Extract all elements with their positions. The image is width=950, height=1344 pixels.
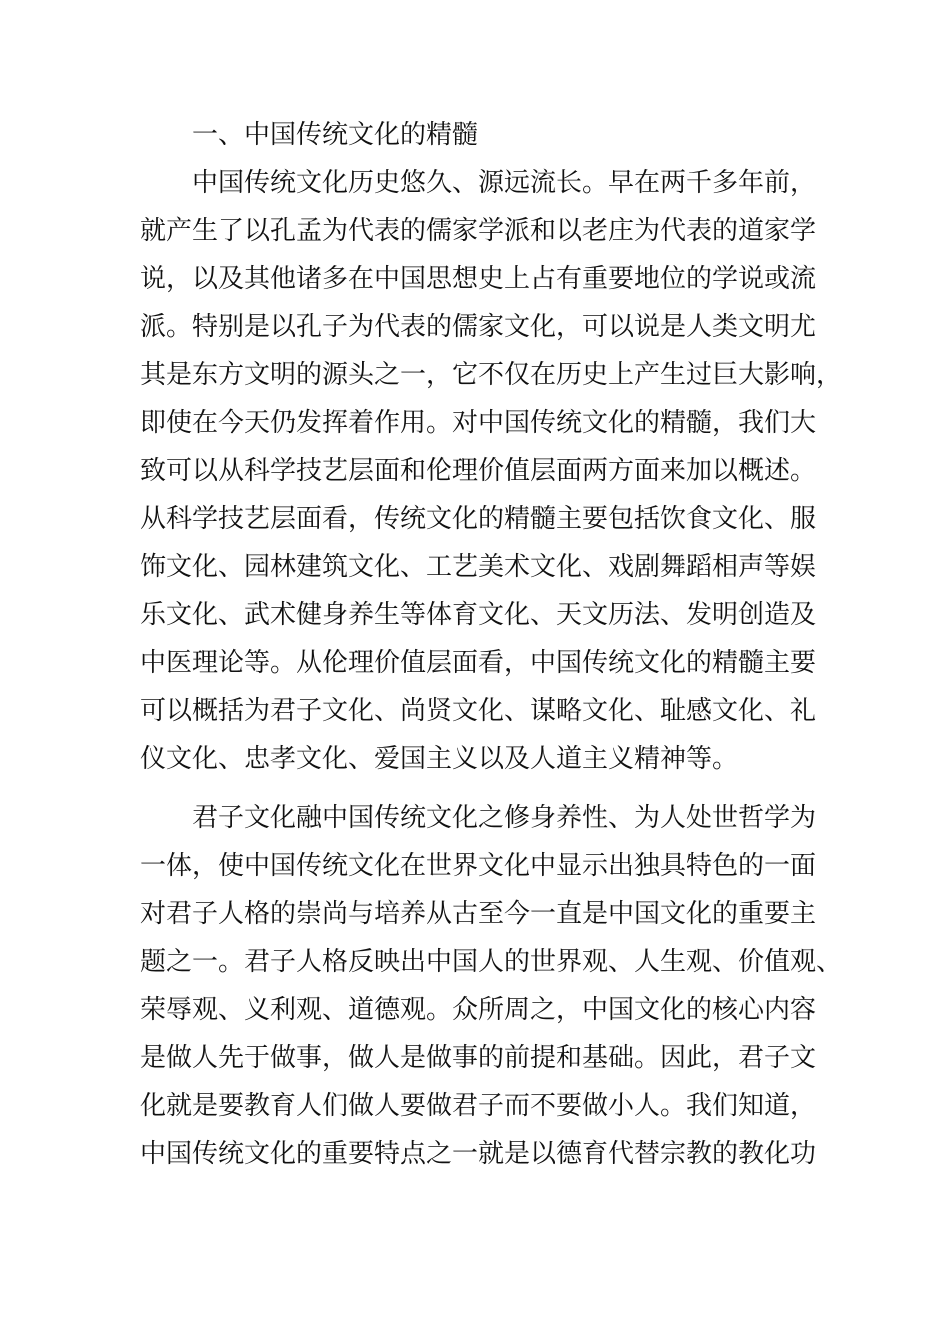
paragraph-line: 说，以及其他诸多在中国思想史上占有重要地位的学说或流 [140,264,817,294]
paragraph-line: 致可以从科学技艺层面和伦理价值层面两方面来加以概述。 [140,456,817,486]
paragraph-line: 化就是要教育人们做人要做君子而不要做小人。我们知道， [140,1091,817,1121]
paragraph-line: 派。特别是以孔子为代表的儒家文化，可以说是人类文明尤 [140,312,817,342]
paragraph-line: 其是东方文明的源头之一，它不仅在历史上产生过巨大影响， [140,360,843,390]
paragraph-line: 中国传统文化历史悠久、源远流长。早在两千多年前， [192,168,817,198]
paragraph-line: 对君子人格的崇尚与培养从古至今一直是中国文化的重要主 [140,899,817,929]
paragraph-line: 中国传统文化的重要特点之一就是以德育代替宗教的教化功 [140,1139,817,1169]
section-heading: 一、中国传统文化的精髓 [192,120,479,150]
paragraph-1 [140,159,843,783]
paragraph-line: 中医理论等。从伦理价值层面看，中国传统文化的精髓主要 [140,648,817,678]
paragraph-2 [140,794,843,1178]
paragraph-line: 即使在今天仍发挥着作用。对中国传统文化的精髓，我们大 [140,408,817,438]
paragraph-line: 荣辱观、义利观、道德观。众所周之，中国文化的核心内容 [140,995,817,1025]
paragraph-line: 可以概括为君子文化、尚贤文化、谋略文化、耻感文化、礼 [140,696,817,726]
paragraph-line: 从科学技艺层面看，传统文化的精髓主要包括饮食文化、服 [140,504,817,534]
paragraph-line: 乐文化、武术健身养生等体育文化、天文历法、发明创造及 [140,600,817,630]
paragraph-line: 题之一。君子人格反映出中国人的世界观、人生观、价值观、 [140,947,843,977]
paragraph-line: 饰文化、园林建筑文化、工艺美术文化、戏剧舞蹈相声等娱 [140,552,817,582]
paragraph-line: 就产生了以孔孟为代表的儒家学派和以老庄为代表的道家学 [140,216,817,246]
paragraph-line: 仪文化、忠孝文化、爱国主义以及人道主义精神等。 [140,744,739,774]
document-body [140,111,843,1178]
paragraph-line: 君子文化融中国传统文化之修身养性、为人处世哲学为 [192,803,817,833]
paragraph-line: 是做人先于做事，做人是做事的前提和基础。因此，君子文 [140,1043,817,1073]
paragraph-line: 一体，使中国传统文化在世界文化中显示出独具特色的一面 [140,851,817,881]
